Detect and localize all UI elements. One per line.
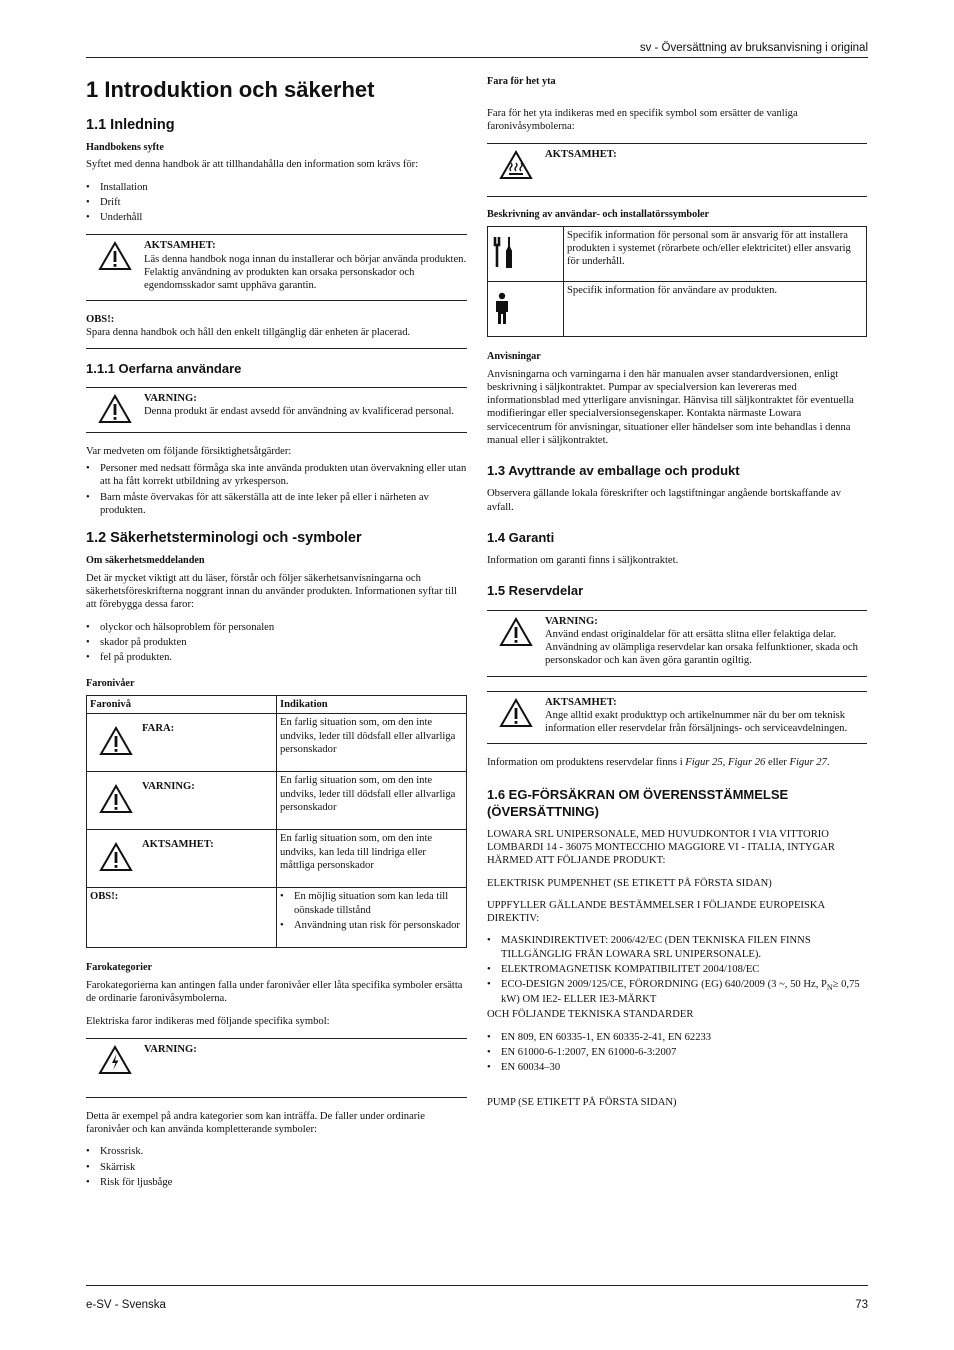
electric-hazard-icon (86, 1043, 144, 1075)
column-left (86, 70, 467, 1198)
list-item: • En möjlig situation som kan leda till oönskade tillstånd (280, 890, 463, 916)
obs-text: Spara denna handbok och håll den enkelt tillgänglig där enheten är placerad. (86, 327, 411, 339)
section-1-6-title: 1.6 EG-FÖRSÄKRAN OM ÖVERENSSTÄMMELSE (ÖVERSÄTTNING) (487, 787, 789, 819)
list-item: • olyckor och hälsoproblem för personalen (86, 621, 467, 634)
anv-title: Anvisningar (487, 350, 541, 362)
anv-text: Anvisningarna och varningarna i den här manualen avser standardversionen, enligt beskrivning i säljkontraktet. Pumpar av specialversion kan levereras med informationsblad med ytterligare anvisningar. Hänvisa till säljkontraktet för eventuella modifieringar eller specialversionsegenskaper. Kontakta närmaste Lowara servicecentrum för anvisningar, situationer eller händelser som inte behandlas i denna manual eller i säljkontraktet. (487, 368, 854, 446)
eg-p3: UPPFYLLER GÄLLANDE BESTÄMMELSER I FÖLJANDE EUROPEISKA DIREKTIV: (487, 899, 825, 925)
list-item: • Personer med nedsatt förmåga ska inte använda produkten utan övervakning eller utan att ha fått korrekt utbildning av yrkesperson. (86, 462, 467, 488)
notice-text: Denna produkt är endast avsedd för användning av kvalificerad personal. (144, 406, 455, 418)
eg-p4: OCH FÖLJANDE TEKNISKA STANDARDER (487, 1009, 694, 1021)
notice-text: Läs denna handbok noga innan du installerar och börjar använda produkten. Felaktig användning av produkten kan orsaka personskador och egendomsskador samt upphäva garantin. (144, 253, 467, 292)
notice-label: AKTSAMHET: (545, 696, 617, 708)
list-item: • MASKINDIREKTIVET: 2006/42/EC (DEN TEKNISKA FILEN FINNS TILLGÄNGLIG FRÅN LOWARA SRL UNIPERSONALE). (487, 934, 867, 960)
list-item: • Drift (86, 196, 467, 209)
level-indication: En farlig situation som, om den inte undviks, leder till dödsfall eller allvarliga personskador (277, 714, 467, 772)
eg-p5: PUMP (SE ETIKETT PÅ FÖRSTA SIDAN) (487, 1097, 677, 1109)
notice-label: VARNING: (545, 615, 598, 627)
notice-label: VARNING: (144, 1043, 197, 1055)
hazard-level-table (86, 695, 467, 948)
parts-text-a: Information om produktens reservdelar finns i (487, 757, 686, 769)
level-label: FARA: (142, 723, 175, 735)
om-list (86, 621, 467, 665)
symbol-table (487, 226, 867, 337)
handbok-text: Syftet med denna handbok är att tillhandahålla den information som krävs för: (86, 159, 419, 171)
notice-aktsamhet (86, 234, 467, 301)
eco-text-b: ≥ 0,75 kW) OM IE2- ELLER IE3-MÄRKT (501, 979, 860, 1006)
caution-list (86, 462, 467, 517)
section-1-1-title: 1.1 Inledning (86, 116, 175, 133)
parts-end: . (826, 757, 830, 769)
notice-label: AKTSAMHET: (545, 149, 617, 161)
section-1-5-title: 1.5 Reservdelar (487, 583, 584, 599)
level-label: AKTSAMHET: (142, 839, 214, 851)
faro-title: Faronivåer (86, 678, 135, 690)
caution-intro: Var medveten om följande försiktighetsåtgärder: (86, 445, 292, 457)
section-1-1-1-title: 1.1.1 Oerfarna användare (86, 360, 242, 376)
list-item (487, 978, 867, 1006)
list-item: • EN 809, EN 60335-1, EN 60335-2-41, EN 62233 (487, 1031, 867, 1044)
list-item: • fel på produkten. (86, 651, 467, 664)
notice-varning (86, 387, 467, 433)
eco-subscript: N (826, 983, 833, 993)
list-item: • Underhåll (86, 211, 467, 224)
section-1-3-title: 1.3 Avyttrande av emballage och produkt (487, 463, 740, 479)
warning-triangle-icon (487, 696, 545, 736)
list-item: • Risk för ljusbåge (86, 1176, 467, 1189)
hot-text: Fara för het yta indikeras med en specifik symbol som ersätter de vanliga faronivåsymbolerna: (487, 107, 798, 132)
other-text: Detta är exempel på andra kategorier som kan inträffa. De faller under ordinarie faronivåer och kan använda kompletterande symboler: (86, 1110, 425, 1136)
notice-text: Använd endast originaldelar för att ersätta slitna eller felaktiga delar. Användning av olämpliga reservdelar kan orsaka felfunktioner, skada och personskador och kan även göra garantin ogiltig. (545, 628, 858, 667)
hot-title: Fara för het yta (487, 76, 556, 87)
list-item: • skador på produkten (86, 636, 467, 649)
notice-electric (86, 1038, 467, 1098)
section-1-2-title: 1.2 Säkerhetsterminologi och -symboler (86, 530, 362, 547)
warning-triangle-icon (86, 392, 144, 424)
list-item: • Installation (86, 181, 467, 194)
installer-tools-icon (491, 229, 560, 269)
header-bar (86, 40, 868, 58)
level-label: VARNING: (142, 781, 195, 793)
table-row (488, 281, 867, 336)
section-1-4-title: 1.4 Garanti (487, 529, 555, 545)
farokat-title: Farokategorier (86, 962, 153, 974)
sym-title: Beskrivning av användar- och installatörssymboler (487, 209, 710, 221)
parts-text (487, 756, 867, 769)
list-item: • EN 61000-6-1:2007, EN 61000-6-3:2007 (487, 1046, 867, 1059)
list-item: • Krossrisk. (86, 1145, 467, 1158)
table-header: Indikation (277, 696, 467, 714)
table-row (87, 888, 467, 948)
notice-hot-surface (487, 143, 867, 197)
obs-note (86, 313, 467, 348)
eco-text-a: ECO-DESIGN 2009/125/CE, FÖRORDNING (EG) 640/2009 (3 ~, 50 Hz, P (501, 979, 827, 991)
handbok-list (86, 181, 467, 225)
other-list (86, 1145, 467, 1189)
table-row (87, 772, 467, 830)
symbol-description: Specifik information för användare av produkten. (564, 281, 867, 336)
table-header: Faronivå (87, 696, 277, 714)
figure-ref-26[interactable]: Figur 26 (727, 757, 766, 769)
level-indication: En farlig situation som, om den inte undviks, kan leda till lindriga eller måttliga personskador (277, 830, 467, 888)
footer-doc-name: e-SV - Svenska (86, 1299, 166, 1311)
handbok-title: Handbokens syfte (86, 141, 164, 153)
warning-triangle-icon (487, 615, 545, 668)
figure-ref-25[interactable]: Figur 25 (685, 757, 723, 769)
table-row (87, 714, 467, 772)
list-item: • ELEKTROMAGNETISK KOMPATIBILITET 2004/108/EC (487, 963, 867, 976)
parts-sep: , (722, 757, 728, 769)
level-indication: En farlig situation som, om den inte undviks, leder till dödsfall eller allvarliga personskador (277, 772, 467, 830)
warning-triangle-icon (90, 716, 142, 756)
notice-label: AKTSAMHET: (144, 240, 216, 252)
table-row (488, 226, 867, 281)
eg-p1: LOWARA SRL UNIPERSONALE, MED HUVUDKONTOR I VIA VITTORIO LOMBARDI 14 - 36075 MONTECCHIO MAGGIORE VI - ITALIA, INTYGAR HÄRMED ATT FÖLJANDE PRODUKT: (487, 828, 835, 867)
farokat-text: Farokategorierna kan antingen falla under faronivåer eller låta specifika symboler ersätta de ordinarie faronivåsymbolerna. (86, 980, 463, 1005)
notice-label: VARNING: (144, 392, 197, 404)
user-person-icon (491, 284, 560, 326)
hot-surface-icon (487, 148, 545, 180)
om-text: Det är mycket viktigt att du läser, förstår och följer säkerhetsanvisningarna och säkerhetsföreskrifterna noggrant innan du använder produkten. Informationen syftar till att förebygga dessa faror: (86, 573, 457, 611)
warning-triangle-icon (90, 832, 142, 872)
obs-label: OBS!: (86, 314, 115, 326)
om-title: Om säkerhetsmeddelanden (86, 555, 205, 567)
list-item: • Användning utan risk för personskador (280, 919, 463, 932)
chapter-title: 1 Introduktion och säkerhet (86, 77, 375, 102)
symbol-description: Specifik information för personal som är ansvarig för att installera produkten i systemet (rörarbete och/eller elektricitet) eller ansvarig för underhåll. (564, 226, 867, 281)
list-item: • Skärrisk (86, 1161, 467, 1174)
obs-indication-list (280, 890, 463, 932)
s13-text: Observera gällande lokala föreskrifter och lagstiftningar angående bortskaffande av avfall. (487, 488, 841, 513)
eg-directive-list (487, 934, 867, 1006)
elec-text: Elektriska faror indikeras med följande specifika symbol: (86, 1015, 330, 1027)
table-row (87, 830, 467, 888)
list-item: • EN 60034–30 (487, 1061, 867, 1074)
notice-text: Ange alltid exakt produkttyp och artikelnummer när du ber om teknisk information eller reservdelar från försäljnings- och serviceavdelningen. (545, 709, 848, 734)
figure-ref-27[interactable]: Figur 27 (789, 757, 827, 769)
eg-p2: ELEKTRISK PUMPENHET (SE ETIKETT PÅ FÖRSTA SIDAN) (487, 877, 772, 889)
notice-aktsamhet-parts (487, 691, 867, 745)
column-right (487, 70, 867, 1119)
s14-text: Information om garanti finns i säljkontraktet. (487, 555, 679, 567)
notice-varning-parts (487, 610, 867, 677)
header-text: sv - Översättning av bruksanvisning i original (639, 42, 868, 54)
eg-standard-list (487, 1031, 867, 1075)
footer-bar (86, 1285, 868, 1315)
warning-triangle-icon (86, 239, 144, 292)
warning-triangle-icon (90, 774, 142, 814)
list-item: • Barn måste övervakas för att säkerställa att de inte leker på eller i närheten av produkten. (86, 491, 467, 517)
level-label: OBS!: (87, 888, 277, 948)
parts-sep: eller (765, 757, 790, 769)
page-number: 73 (855, 1299, 868, 1311)
